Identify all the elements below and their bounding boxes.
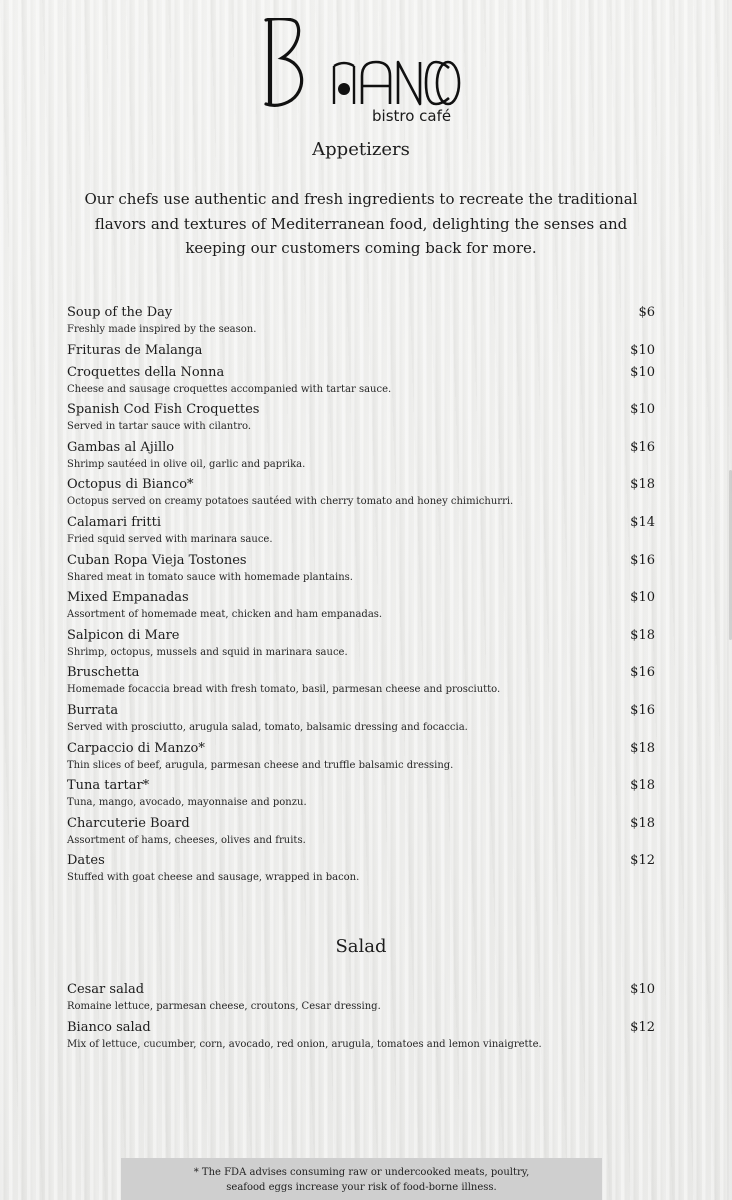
menu-item-description: Shrimp sautéed in olive oil, garlic and paprika.	[67, 458, 306, 470]
menu-item	[67, 365, 657, 403]
menu-item	[67, 343, 657, 365]
menu-item-name: Calamari fritti	[67, 514, 161, 530]
menu-item-price: $10	[630, 590, 655, 606]
menu-item-name: Cesar salad	[67, 982, 145, 997]
fda-notice	[121, 1158, 602, 1200]
menu-item-description: Freshly made inspired by the season.	[67, 324, 257, 335]
menu-item-name: Burrata	[67, 702, 119, 718]
menu-item-description: Fried squid served with marinara sauce.	[67, 533, 273, 545]
menu-item-name: Mixed Empanadas	[67, 590, 189, 606]
menu-item	[67, 982, 657, 1020]
menu-item-name: Cuban Ropa Vieja Tostones	[67, 552, 247, 568]
menu-item-name: Soup of the Day	[67, 305, 173, 320]
menu-item-description: Octopus served on creamy potatoes sautéed with cherry tomato and honey chimichurri.	[67, 496, 514, 508]
scrollbar[interactable]	[727, 0, 732, 1200]
menu-item-price: $10	[630, 402, 655, 418]
menu-item	[67, 703, 657, 741]
menu-item-price: $6	[638, 305, 655, 320]
menu-item-name: Croquettes della Nonna	[67, 364, 225, 380]
menu-item	[67, 402, 657, 440]
menu-item-name: Gambas al Ajillo	[67, 439, 175, 455]
menu-item	[67, 816, 657, 854]
appetizers-list	[67, 305, 657, 891]
appetizers-intro: Our chefs use authentic and fresh ingredients to recreate the traditional flavors and textures of Mediterranean food, delighting the senses and keeping our customers coming back for more.	[84, 190, 638, 257]
menu-item	[67, 305, 657, 343]
menu-item-price: $12	[630, 853, 655, 869]
menu-item-description: Served in tartar sauce with cilantro.	[67, 421, 252, 433]
menu-item	[67, 741, 657, 779]
menu-item-name: Carpaccio di Manzo*	[67, 740, 205, 756]
menu-item-price: $18	[630, 778, 655, 794]
menu-item-price: $18	[630, 477, 655, 493]
menu-item-description: Cheese and sausage croquettes accompanied with tartar sauce.	[67, 383, 392, 395]
menu-item	[67, 590, 657, 628]
appetizers-title: Appetizers	[312, 139, 410, 160]
menu-item-price: $14	[630, 514, 655, 530]
menu-item-name: Dates	[67, 853, 105, 869]
menu-item	[67, 853, 657, 891]
menu-item-description: Shared meat in tomato sauce with homemade plantains.	[67, 571, 353, 583]
menu-item-description: Assortment of hams, cheeses, olives and fruits.	[67, 834, 306, 846]
menu-item-price: $18	[630, 627, 655, 643]
menu-item-description: Shrimp, octopus, mussels and squid in marinara sauce.	[67, 646, 348, 658]
menu-item-name: Bianco salad	[67, 1019, 151, 1035]
menu-item-description: Thin slices of beef, arugula, parmesan cheese and truffle balsamic dressing.	[67, 759, 454, 771]
fda-notice-line2: seafood eggs increase your risk of food-borne illness.	[226, 1182, 497, 1193]
menu-item-description: Homemade focaccia bread with fresh tomato, basil, parmesan cheese and prosciutto.	[67, 684, 501, 696]
bianco-logo	[262, 18, 462, 130]
menu-item-price: $16	[630, 665, 655, 681]
menu-item-price: $16	[630, 702, 655, 718]
menu-item-price: $16	[630, 552, 655, 568]
menu-item	[67, 628, 657, 666]
menu-item-description: Assortment of homemade meat, chicken and ham empanadas.	[67, 609, 383, 621]
menu-item-name: Octopus di Bianco*	[67, 477, 194, 493]
salad-list	[67, 982, 657, 1057]
menu-item-price: $10	[630, 342, 655, 358]
menu-item	[67, 477, 657, 515]
menu-item-description: Served with prosciutto, arugula salad, tomato, balsamic dressing and focaccia.	[67, 721, 468, 733]
menu-item-price: $18	[630, 740, 655, 756]
menu-item-price: $10	[630, 364, 655, 380]
menu-item-price: $10	[630, 982, 655, 997]
logo-subtitle: bistro café	[372, 107, 452, 125]
menu-item-description: Stuffed with goat cheese and sausage, wrapped in bacon.	[67, 872, 360, 884]
menu-item	[67, 440, 657, 478]
menu-item-description: Mix of lettuce, cucumber, corn, avocado, red onion, arugula, tomatoes and lemon vinaigrette.	[67, 1038, 542, 1050]
menu-item-price: $18	[630, 815, 655, 831]
fda-notice-line1: * The FDA advises consuming raw or undercooked meats, poultry,	[193, 1167, 530, 1178]
menu-item-name: Tuna tartar*	[67, 778, 150, 794]
menu-item-name: Charcuterie Board	[67, 815, 190, 831]
menu-item	[67, 553, 657, 591]
menu-item-price: $16	[630, 439, 655, 455]
menu-item-name: Spanish Cod Fish Croquettes	[67, 402, 260, 418]
menu-item-price: $12	[630, 1019, 655, 1035]
menu-item-name: Bruschetta	[67, 665, 140, 681]
bianco-logo-wordmark	[262, 18, 462, 110]
menu-item-name: Salpicon di Mare	[67, 627, 180, 643]
menu-item	[67, 515, 657, 553]
menu-item	[67, 778, 657, 816]
menu-item-name: Frituras de Malanga	[67, 342, 203, 358]
menu-item	[67, 1020, 657, 1058]
menu-item	[67, 665, 657, 703]
salad-title: Salad	[335, 936, 387, 957]
menu-item-description: Tuna, mango, avocado, mayonnaise and ponzu.	[67, 797, 307, 809]
menu-item-description: Romaine lettuce, parmesan cheese, croutons, Cesar dressing.	[67, 1001, 381, 1012]
